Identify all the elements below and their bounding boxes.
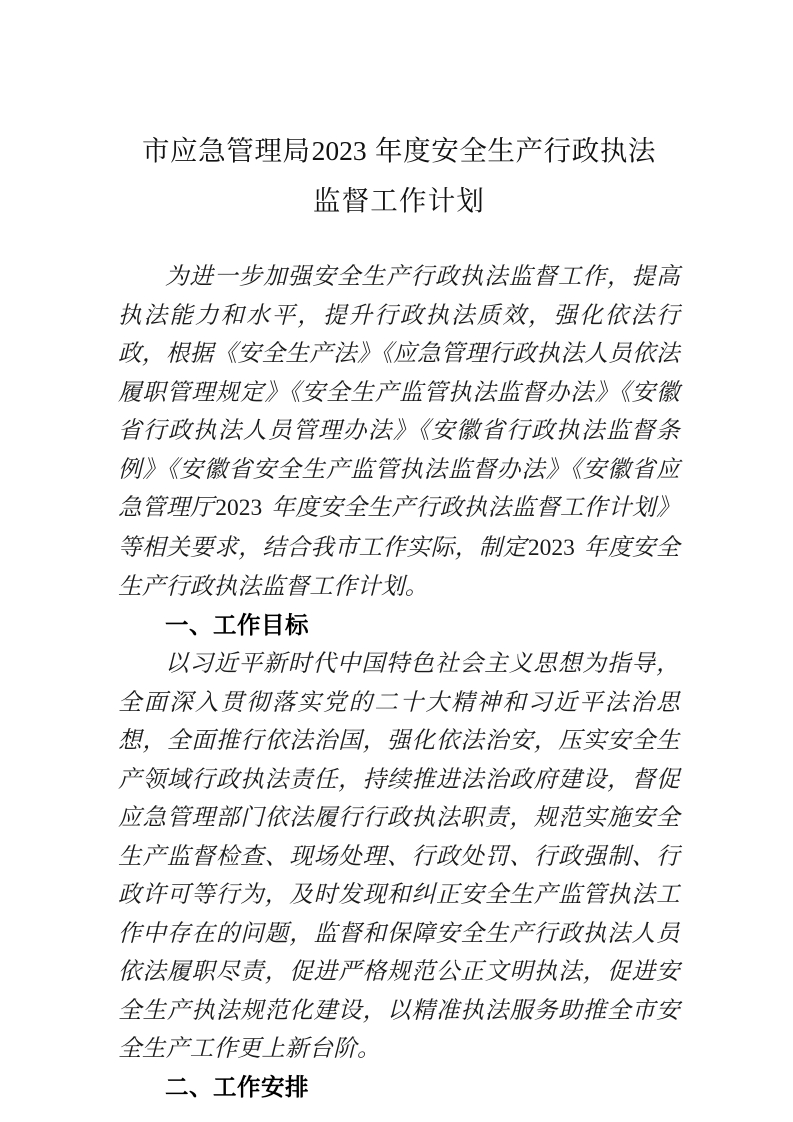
- inline-number: 2023: [215, 495, 263, 521]
- inline-number: 2023: [311, 135, 367, 166]
- page-title-line-2: 监督工作计划: [312, 185, 486, 216]
- page-title-line-1: 市应急管理局2023 年度安全生产行政执法: [141, 135, 657, 166]
- document-content: [118, 0, 680, 1106]
- section-heading-work-goals: 一、工作目标: [165, 611, 309, 638]
- paragraph-intro: 为进一步加强安全生产行政执法监督工作，提高执法能力和水平，提升行政执法质效，强化依法行政，根据《安全生产法》《应急管理行政执法人员依法履职管理规定》《安全生产监管执法监督办法》《安徽省行政执法人员管理办法》《安徽省行政执法监督条例》《安徽省安全生产监管执法监督办法》《安徽省应急管理厅2023 年度安全生产行政执法监督工作计划》等相关要求，结合我市工作实际，制定2023 年度安全生产行政执法监督工作计划。: [118, 262, 680, 600]
- inline-number: 2023: [527, 534, 575, 561]
- page-title: [118, 0, 680, 226]
- paragraph-work-goals-body: 以习近平新时代中国特色社会主义思想为指导，全面深入贯彻落实党的二十大精神和习近平法治思想，全面推行依法治国，强化依法治安，压实安全生产领域行政执法责任，持续推进法治政府建设，督促应急管理部门依法履行行政执法职责，规范实施安全生产监督检查、现场处理、行政处罚、行政强制、行政许可等行为，及时发现和纠正安全生产监管执法工作中存在的问题，监督和保障安全生产行政执法人员依法履职尽责，促进严格规范公正文明执法，促进安全生产执法规范化建设，以精准执法服务助推全市安全生产工作更上新台阶。: [118, 649, 680, 1062]
- section-heading-work-arrangements: 二、工作安排: [165, 1073, 309, 1100]
